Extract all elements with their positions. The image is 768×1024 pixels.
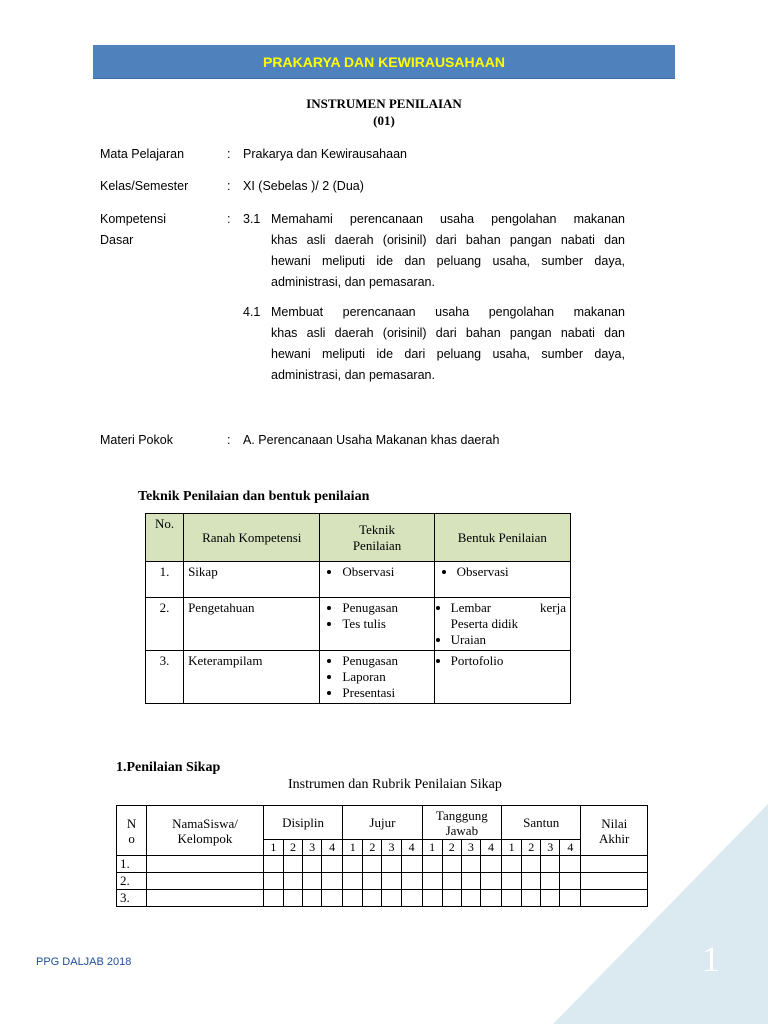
cell: [263, 856, 283, 873]
row-no: 2.: [117, 873, 147, 890]
col-santun: Santun: [502, 806, 581, 840]
cell: [422, 890, 442, 907]
cell: [303, 890, 322, 907]
cell: [382, 873, 401, 890]
header-banner: PRAKARYA DAN KEWIRAUSAHAAN: [93, 45, 675, 79]
kd-4-1-line-2: khas asli daerah (orisinil) dari bahan pangan nabati dan: [271, 326, 625, 340]
cell: [363, 890, 382, 907]
row-ranah: Pengetahuan: [184, 598, 320, 651]
cell: [343, 856, 363, 873]
materi-label: Materi Pokok: [100, 433, 173, 447]
list-item: • Laporan: [342, 669, 429, 685]
doc-number: (01): [373, 113, 395, 128]
cell: [283, 873, 302, 890]
table-row: [146, 562, 571, 598]
bentuk-lembar: • Lembar: [450, 600, 492, 615]
kelas-label: Kelas/Semester: [100, 179, 189, 193]
materi-value: A. Perencanaan Usaha Makanan khas daerah: [243, 433, 500, 447]
kd-3-1-line-4: administrasi, dan pemasaran.: [271, 275, 435, 289]
score-cell: 3: [382, 840, 401, 856]
cell: [461, 856, 480, 873]
col-no: No.: [146, 514, 184, 562]
colon: :: [227, 147, 231, 161]
row-bentuk: [434, 598, 570, 651]
row-teknik: [320, 598, 434, 651]
col-no-line-2: o: [128, 830, 135, 846]
kelas-value: XI (Sebelas )/ 2 (Dua): [243, 179, 364, 193]
score-cell: 3: [541, 840, 560, 856]
cell: [363, 856, 382, 873]
col-nama: [147, 806, 264, 856]
kd-4-1: [243, 302, 625, 386]
col-nilai-line-1: Nilai: [601, 815, 628, 831]
kd-3-1-line-1: Memahami perencanaan usaha pengolahan makanan: [271, 212, 625, 226]
doc-title: INSTRUMEN PENILAIAN: [306, 96, 462, 111]
row-no: 3.: [146, 651, 184, 704]
score-cell: 4: [560, 840, 581, 856]
colon: :: [227, 433, 231, 447]
kd-4-1-number: 4.1: [243, 305, 261, 319]
cell: [522, 890, 541, 907]
cell: [343, 890, 363, 907]
cell: [322, 873, 343, 890]
row-bentuk: [434, 562, 570, 598]
col-tj-line-2: Jawab: [445, 822, 479, 838]
colon: :: [227, 212, 231, 226]
list-item: [451, 600, 566, 632]
cell: [322, 856, 343, 873]
kd-4-1-line-1: Membuat perencanaan usaha pengolahan makanan: [271, 305, 625, 319]
cell: [461, 890, 480, 907]
score-cell: 2: [283, 840, 302, 856]
table-row: [146, 651, 571, 704]
teknik-caption: Teknik Penilaian dan bentuk penilaian: [138, 489, 370, 504]
score-cell: 4: [322, 840, 343, 856]
kd-3-1-number: 3.1: [243, 212, 261, 226]
list-item: • Presentasi: [342, 685, 429, 701]
score-cell: 2: [442, 840, 461, 856]
page-number: 1: [702, 939, 720, 979]
col-ranah: Ranah Kompetensi: [184, 514, 320, 562]
cell: [480, 873, 501, 890]
kd-label-1: Kompetensi: [100, 212, 167, 226]
row-no: 1.: [117, 856, 147, 873]
kd-3-1: [243, 209, 625, 293]
col-bentuk: Bentuk Penilaian: [434, 514, 570, 562]
table-row: [146, 598, 571, 651]
col-teknik-line-1: Teknik: [359, 521, 395, 537]
row-no: 1.: [146, 562, 184, 598]
cell: [382, 856, 401, 873]
cell: [147, 873, 264, 890]
row-ranah: Sikap: [184, 562, 320, 598]
cell: [480, 890, 501, 907]
col-nama-line-2: Kelompok: [177, 830, 233, 846]
cell: [322, 890, 343, 907]
kd-4-1-line-4: administrasi, dan pemasaran.: [271, 368, 435, 382]
sikap-heading: 1.Penilaian Sikap: [116, 760, 221, 775]
cell: [343, 873, 363, 890]
kd-label-2: Dasar: [100, 233, 134, 247]
cell: [401, 890, 422, 907]
list-item: • Uraian: [451, 632, 566, 648]
cell: [502, 873, 522, 890]
score-cell: 1: [263, 840, 283, 856]
row-bentuk: [434, 651, 570, 704]
score-cell: 1: [343, 840, 363, 856]
kd-4-1-line-3: hewani meliputi ide dari peluang usaha, sumber daya,: [271, 347, 625, 361]
cell: [422, 873, 442, 890]
cell: [442, 890, 461, 907]
row-no: 3.: [117, 890, 147, 907]
score-cell: 3: [461, 840, 480, 856]
score-cell: 1: [422, 840, 442, 856]
cell: [303, 873, 322, 890]
cell: [147, 856, 264, 873]
list-item: • Observasi: [342, 564, 429, 580]
cell: [263, 873, 283, 890]
mapel-label: Mata Pelajaran: [100, 147, 185, 161]
col-tj-line-1: Tanggung: [435, 807, 488, 823]
mapel-value: Prakarya dan Kewirausahaan: [243, 147, 407, 161]
cell: [303, 856, 322, 873]
row-ranah: Keterampilam: [184, 651, 320, 704]
cell: [422, 856, 442, 873]
score-cell: 2: [522, 840, 541, 856]
row-teknik: [320, 651, 434, 704]
cell: [382, 890, 401, 907]
cell: [401, 873, 422, 890]
footer-label: PPG DALJAB 2018: [36, 956, 132, 968]
list-item: • Observasi: [457, 564, 566, 580]
colon: :: [227, 179, 231, 193]
list-item: • Penugasan: [342, 600, 429, 616]
cell: [502, 856, 522, 873]
col-tanggung-jawab: [422, 806, 501, 840]
score-cell: 4: [401, 840, 422, 856]
col-teknik: [320, 514, 434, 562]
score-cell: 1: [502, 840, 522, 856]
cell: [502, 890, 522, 907]
col-nama-line-1: NamaSiswa/: [172, 815, 238, 831]
col-teknik-line-2: Penilaian: [352, 537, 402, 553]
corner-triangle-decoration: [553, 804, 768, 1024]
col-no: [117, 806, 147, 856]
cell: [283, 890, 302, 907]
score-cell: 4: [480, 840, 501, 856]
cell: [442, 873, 461, 890]
cell: [522, 873, 541, 890]
kd-3-1-line-2: khas asli daerah (orisinil) dari bahan pangan nabati dan: [271, 233, 625, 247]
sikap-subtitle: Instrumen dan Rubrik Penilaian Sikap: [288, 777, 502, 792]
list-item: • Tes tulis: [342, 616, 429, 632]
col-jujur: Jujur: [343, 806, 422, 840]
score-cell: 3: [303, 840, 322, 856]
row-no: 2.: [146, 598, 184, 651]
col-disiplin: Disiplin: [263, 806, 342, 840]
score-cell: 2: [363, 840, 382, 856]
bentuk-kerja: kerja: [540, 600, 566, 615]
row-teknik: [320, 562, 434, 598]
cell: [401, 856, 422, 873]
cell: [283, 856, 302, 873]
col-nilai-line-2: Akhir: [599, 830, 630, 846]
cell: [522, 856, 541, 873]
cell: [442, 856, 461, 873]
list-item: • Penugasan: [342, 653, 429, 669]
cell: [363, 873, 382, 890]
col-no-line-1: N: [126, 815, 137, 831]
teknik-header-row: [146, 514, 571, 562]
cell: [480, 856, 501, 873]
bentuk-peserta: Peserta didik: [450, 616, 519, 631]
cell: [263, 890, 283, 907]
kd-3-1-line-3: hewani meliputi ide dan peluang usaha, sumber daya,: [271, 254, 625, 268]
corner-triangle: [553, 804, 768, 1024]
cell: [147, 890, 264, 907]
list-item: • Portofolio: [451, 653, 566, 669]
cell: [461, 873, 480, 890]
teknik-table: [145, 513, 571, 704]
